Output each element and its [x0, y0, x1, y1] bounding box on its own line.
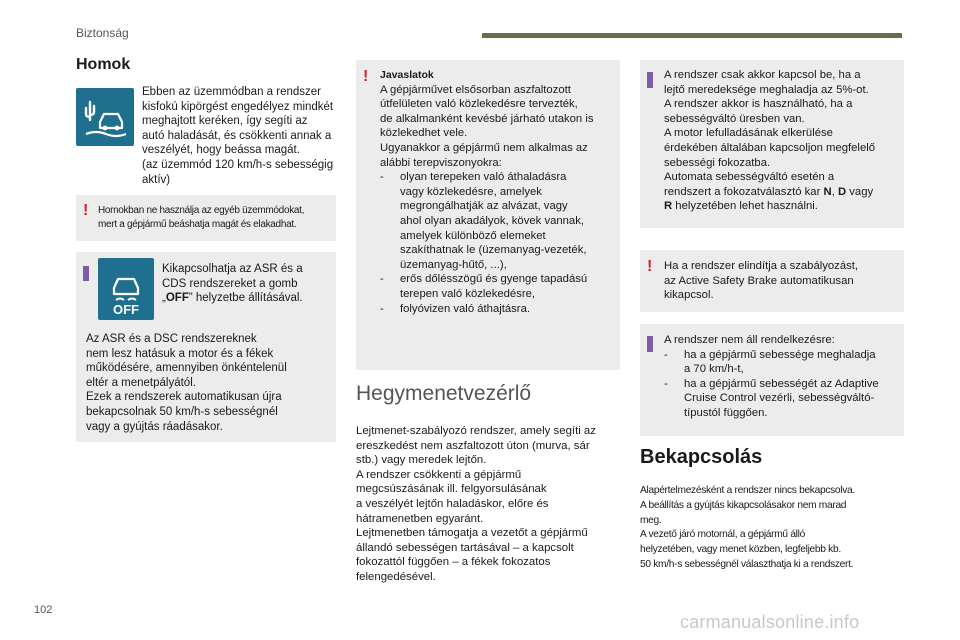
sand-mode-icon [76, 88, 134, 146]
esc-off-icon [98, 258, 154, 320]
warning-box-asb [640, 250, 904, 312]
text-line: alábbi terepviszonyokra: [380, 156, 502, 169]
list-text [400, 272, 618, 301]
list-dash: - [380, 171, 384, 184]
text-line: veszélyét, hogy beássa magát. [142, 144, 300, 157]
text-line: amelyek különböző elemeket [400, 229, 546, 242]
text-line: A rendszer csak akkor kapcsol be, ha a [664, 69, 861, 81]
text-line: helyzetében, vagy menet közben, legfeljebb kb. [640, 544, 841, 556]
text-line: A rendszer akkor is használható, ha a [664, 98, 853, 111]
text-line: állandó sebességen tartásával – a kapcsolt [356, 541, 574, 554]
text-line: vagy a gyújtás ráadásakor. [86, 420, 223, 433]
text-line: közlekedhet vele. [380, 127, 468, 140]
text-fragment: vagy [846, 185, 874, 198]
list-item [380, 170, 618, 272]
list-dash: - [664, 348, 668, 361]
text-line: az Active Safety Brake automatikusan [664, 274, 854, 287]
section-title-activation: Bekapcsolás [640, 446, 763, 468]
text-line [162, 291, 334, 306]
text-line: érdekében általában kapcsoljon megfelelő [664, 141, 876, 154]
text-line: de alkalmanként kevésbé járható utakon is [380, 112, 594, 125]
text-line [664, 185, 904, 200]
text-line: ha a gépjármű sebességét az Adaptive [684, 377, 879, 390]
info-box-esc-off [76, 252, 336, 442]
text-line: A rendszer csökkenti a gépjármű [356, 468, 522, 481]
text-line: ha a gépjármű sebessége meghaladja [684, 348, 876, 361]
text-line: Ugyanakkor a gépjármű nem alkalmas az [380, 141, 588, 154]
info-icon [647, 72, 653, 88]
off-label: OFF [113, 302, 139, 317]
list-dash: - [380, 302, 384, 315]
list-text [684, 377, 904, 421]
text-line: mert a gépjármű beáshatja magát és elakadhat. [98, 219, 297, 230]
text-line: meg. [640, 514, 662, 526]
text-line: stb.) vagy meredek lejtőn. [356, 454, 487, 467]
info-box-activation [640, 60, 904, 228]
column-1 [76, 56, 338, 74]
section-title-hill-descent: Hegymenetvezérlő [356, 382, 532, 405]
info-icon [647, 336, 653, 352]
text-line: aktív) [142, 173, 171, 186]
text-line: bekapcsolnak 50 km/h-s sebességnél [86, 405, 278, 418]
text-line: Cruise Control vezérli, sebességváltó- [684, 392, 875, 405]
text-line: Ha a rendszer elindítja a szabályozást, [664, 260, 859, 272]
info-text-bottom [86, 332, 334, 434]
list-item [380, 302, 618, 317]
text-line: üzemanyag-hűtő, ...), [400, 258, 507, 271]
text-line: A gépjárművet elsősorban aszfaltozott [380, 83, 571, 96]
text-line: típustól függően. [684, 406, 768, 419]
text-line: kisfokú kipörgést engedélyez mindkét [142, 100, 334, 113]
text-line: olyan terepeken való áthaladásra [400, 171, 567, 184]
section-title-sand: Homok [76, 56, 131, 73]
info-text [664, 333, 904, 421]
advice-box [356, 60, 620, 370]
list-item [380, 272, 618, 301]
text-line: lejtő meredeksége meghaladja az 5%-ot. [664, 83, 869, 96]
gear-r: R [664, 200, 673, 213]
text-line: Automata sebességváltó esetén a [664, 171, 835, 184]
section-hill-descent [356, 382, 620, 406]
text-line: útfelületen való közlekedésre tervezték, [380, 98, 578, 111]
text-line: A motor lefulladásának elkerülése [664, 127, 833, 140]
text-line: meghajtott keréken, így segíti az [142, 115, 308, 128]
info-text-top [162, 262, 334, 306]
text-line: sebességváltó üresben van. [664, 112, 805, 125]
page-number: 102 [34, 604, 53, 616]
warning-box-sand [76, 195, 336, 241]
advice-title: Javaslatok [380, 69, 434, 81]
text-line: terepen való közlekedésre, [400, 287, 536, 300]
activation-text [640, 484, 910, 573]
warning-icon: ! [647, 258, 653, 275]
text-line: Ebben az üzemmódban a rendszer [142, 86, 321, 98]
off-keyword: OFF [165, 292, 189, 305]
text-fragment: ” helyzetbe állításával. [188, 292, 303, 305]
text-line: sebességi fokozatba. [664, 156, 771, 169]
header-rule [482, 33, 902, 38]
text-line [664, 199, 904, 214]
text-line: A vezető járó motornál, a gépjármű álló [640, 529, 805, 541]
text-line: ereszkedést nem aszfaltozott úton (murva, sár [356, 439, 590, 452]
text-line: fokozattól függően – a fékek fokozatos [356, 556, 551, 569]
list-text [684, 348, 904, 377]
info-box-unavailable [640, 324, 904, 436]
info-text [664, 68, 904, 214]
text-line: a 70 km/h-t, [684, 363, 744, 376]
warning-icon: ! [83, 202, 89, 219]
text-line: nem lesz hatásuk a motor és a fékek [86, 347, 274, 360]
text-line: Lejtmenetben támogatja a vezetőt a gépjármű [356, 527, 588, 540]
text-line: megcsúszásának ill. felgyorsulásának [356, 483, 547, 496]
text-line: a veszélyét lejtőn haladáskor, előre és [356, 497, 549, 510]
gear-n: N [823, 185, 832, 198]
text-line: autó haladását, és csökkenti annak a [142, 129, 332, 142]
text-line: szakíthatnak le (üzemanyag-vezeték, [400, 244, 587, 257]
info-icon [83, 266, 89, 281]
text-line: Ezek a rendszerek automatikusan újra [86, 391, 282, 404]
text-line: A beállítás a gyújtás kikapcsolásakor nem marad [640, 499, 847, 511]
advice-text [380, 68, 618, 316]
text-line: Az ASR és a DSC rendszereknek [86, 333, 257, 345]
text-line: megrongálhatják az alvázat, vagy [400, 200, 568, 213]
text-line: vagy közlekedésre, amelyek [400, 185, 542, 198]
text-line: eltér a menetpályától. [86, 376, 196, 389]
text-fragment: , [831, 185, 838, 198]
warning-text [98, 204, 334, 232]
text-line: kikapcsol. [664, 289, 714, 302]
quote-open: „ [162, 292, 166, 305]
list-text [400, 302, 618, 317]
text-fragment: rendszert a fokozatválasztó kar [664, 185, 824, 198]
text-line: ahol olyan akadályok, kövek vannak, [400, 214, 585, 227]
text-line: Alapértelmezésként a rendszer nincs bekapcsolva. [640, 485, 855, 496]
text-line: CDS rendszereket a gomb [162, 277, 298, 290]
warning-text [664, 259, 904, 303]
gear-d: D [837, 185, 847, 198]
text-line: működésére, amennyiben önkéntelenül [86, 362, 287, 375]
text-line: hátramenetben egyaránt. [356, 512, 484, 525]
hill-descent-text [356, 424, 620, 585]
section-activation [640, 446, 904, 469]
list-dash: - [380, 273, 384, 286]
sand-intro [142, 85, 342, 187]
warning-icon: ! [363, 68, 369, 85]
list-dash: - [664, 377, 668, 390]
text-line: erős dőlésszögű és gyenge tapadású [400, 273, 588, 286]
text-line: felengedésével. [356, 570, 436, 583]
watermark: carmanualsonline.info [680, 612, 860, 632]
list-item [664, 377, 904, 421]
text-fragment: helyzetében lehet használni. [672, 200, 818, 213]
list-text [400, 170, 618, 272]
running-header: Biztonság [76, 26, 129, 40]
text-line: A rendszer nem áll rendelkezésre: [664, 334, 835, 346]
text-line: Kikapcsolhatja az ASR és a [162, 263, 303, 275]
text-line: Homokban ne használja az egyéb üzemmódokat, [98, 205, 305, 216]
text-line: Lejtmenet-szabályozó rendszer, amely segíti az [356, 425, 596, 437]
list-item [664, 348, 904, 377]
text-line: 50 km/h-s sebességnél választhatja ki a rendszert. [640, 558, 854, 570]
text-line: (az üzemmód 120 km/h-s sebességig [142, 158, 334, 171]
text-line: folyóvizen való áthajtásra. [400, 302, 530, 315]
